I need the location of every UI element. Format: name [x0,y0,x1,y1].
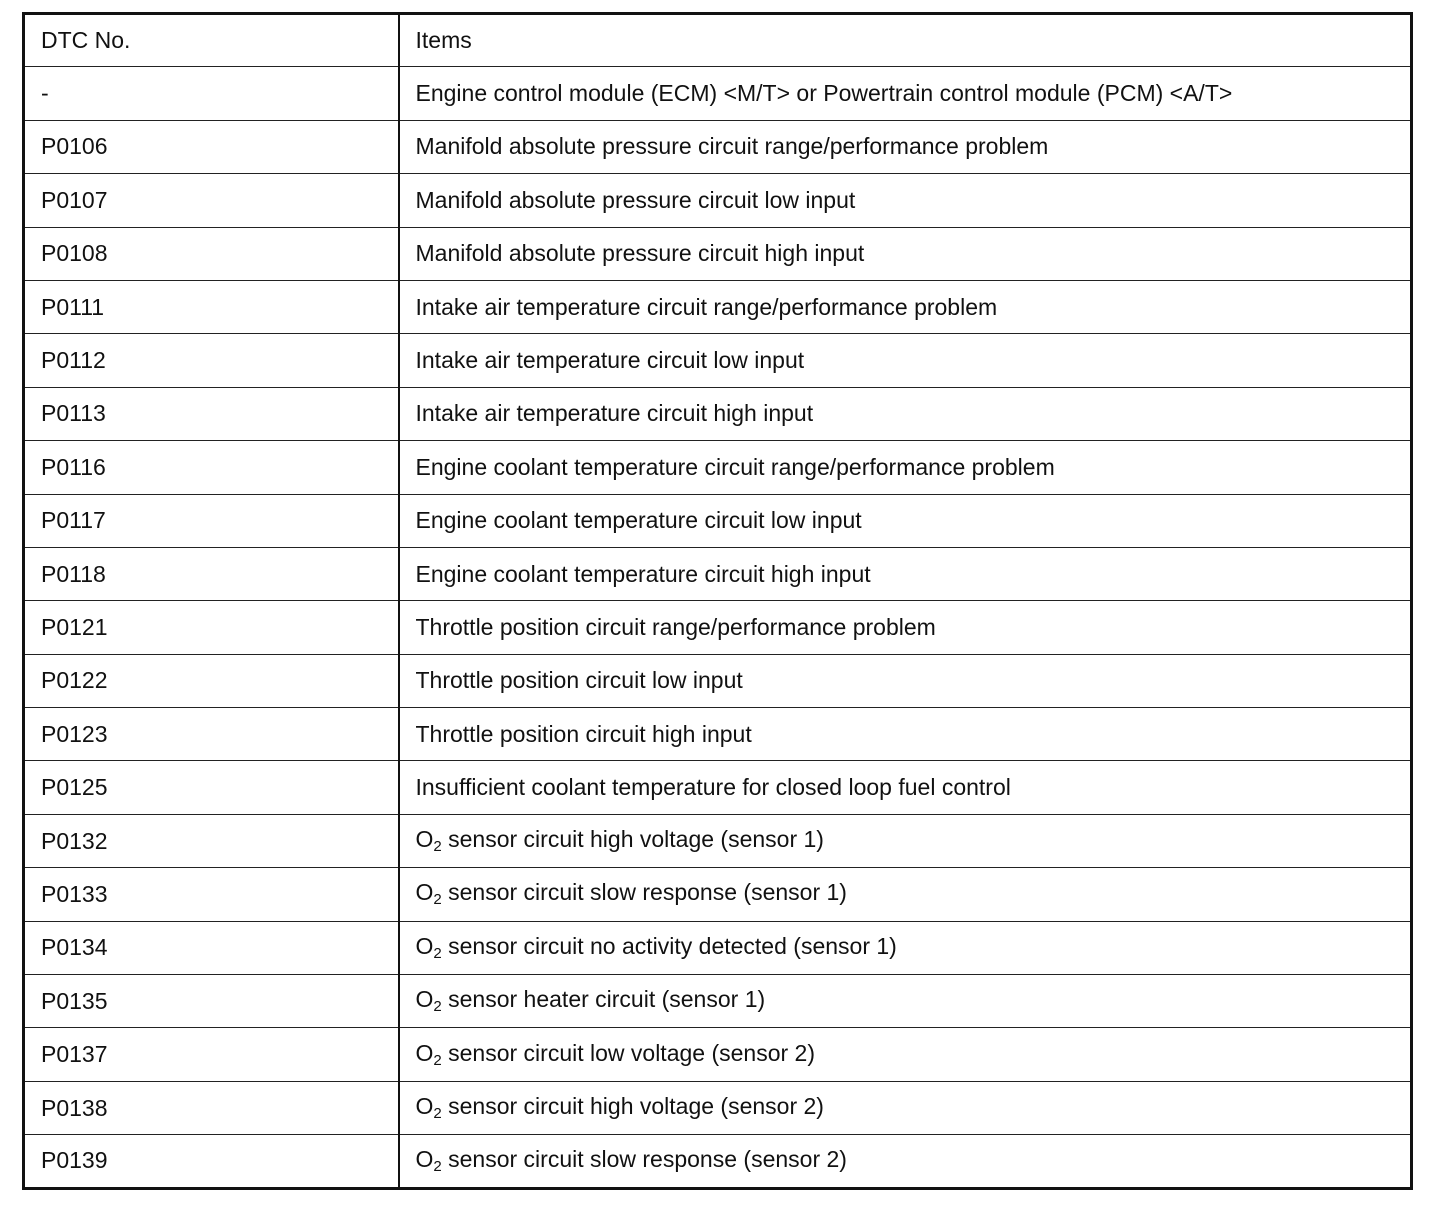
dtc-code-cell: P0106 [24,120,399,173]
dtc-code-cell: P0116 [24,441,399,494]
table-row [24,761,1412,814]
table-row [24,174,1412,227]
dtc-item-cell: Engine control module (ECM) <M/T> or Powertrain control module (PCM) <A/T> [399,67,1412,120]
o2-subscript: 2 [433,1105,442,1122]
dtc-item-cell: Intake air temperature circuit low input [399,334,1412,387]
o2-symbol: O [415,932,434,959]
table-row [24,708,1412,761]
o2-symbol: O [415,879,434,906]
dtc-item-cell [399,814,1412,867]
dtc-table [22,12,1413,1190]
dtc-item-cell: Manifold absolute pressure circuit high input [399,227,1412,280]
dtc-item-cell [399,975,1412,1028]
o2-subscript: 2 [433,944,442,962]
dtc-code-cell: P0118 [24,547,399,600]
table-row [24,67,1412,120]
table-row [24,547,1412,600]
o2-subscript: 2 [433,838,442,856]
o2-subscript: 2 [433,1051,442,1069]
table-row [24,120,1412,173]
dtc-code-cell: P0117 [24,494,399,547]
table-row [24,1081,1412,1134]
dtc-item-cell: Manifold absolute pressure circuit range/performance problem [399,120,1412,173]
table-row [24,334,1412,387]
dtc-code-cell: P0122 [24,654,399,707]
table-row [24,975,1412,1028]
o2-symbol: O [415,1093,434,1119]
dtc-code-cell: P0108 [24,227,399,280]
dtc-item-cell: Throttle position circuit range/performance problem [399,601,1412,654]
dtc-code-cell: P0123 [24,708,399,761]
o2-symbol: O [415,1145,434,1172]
dtc-code-cell: P0112 [24,334,399,387]
header-items: Items [399,14,1412,67]
item-text: sensor circuit no activity detected (sensor 1) [441,932,897,959]
o2-subscript: 2 [433,998,442,1016]
dtc-item-cell [399,1081,1412,1134]
table-row [24,814,1412,867]
dtc-code-cell: P0134 [24,921,399,974]
dtc-item-cell [399,868,1412,921]
dtc-code-cell: P0132 [24,814,399,867]
table-row [24,921,1412,974]
table-row [24,1028,1412,1081]
dtc-code-cell: P0111 [24,280,399,333]
dtc-code-cell: - [24,67,399,120]
dtc-item-cell: Intake air temperature circuit range/performance problem [399,280,1412,333]
dtc-code-cell: P0138 [24,1081,399,1134]
dtc-code-cell: P0107 [24,174,399,227]
dtc-code-cell: P0137 [24,1028,399,1081]
o2-symbol: O [415,826,434,853]
dtc-code-cell: P0139 [24,1135,399,1188]
table-row [24,654,1412,707]
o2-subscript: 2 [433,891,442,909]
header-dtc-no: DTC No. [24,14,399,67]
o2-subscript: 2 [433,1157,442,1175]
dtc-table-body [24,14,1412,1189]
dtc-item-cell: Engine coolant temperature circuit range/performance problem [399,441,1412,494]
o2-symbol: O [415,1039,434,1066]
dtc-item-cell: Insufficient coolant temperature for closed loop fuel control [399,761,1412,814]
dtc-code-cell: P0125 [24,761,399,814]
dtc-item-cell [399,921,1412,974]
dtc-code-cell: P0121 [24,601,399,654]
table-row [24,868,1412,921]
item-text: sensor circuit high voltage (sensor 2) [441,1093,824,1119]
table-row [24,441,1412,494]
dtc-item-cell [399,1028,1412,1081]
table-row [24,1135,1412,1188]
dtc-item-cell: Engine coolant temperature circuit high input [399,547,1412,600]
dtc-item-cell: Engine coolant temperature circuit low input [399,494,1412,547]
dtc-code-cell: P0133 [24,868,399,921]
dtc-item-cell: Throttle position circuit high input [399,708,1412,761]
table-row [24,280,1412,333]
dtc-code-cell: P0135 [24,975,399,1028]
dtc-item-cell: Manifold absolute pressure circuit low input [399,174,1412,227]
o2-symbol: O [415,986,434,1013]
table-row [24,227,1412,280]
table-row [24,387,1412,440]
item-text: sensor circuit slow response (sensor 1) [441,879,847,906]
item-text: sensor circuit slow response (sensor 2) [441,1145,847,1172]
item-text: sensor circuit low voltage (sensor 2) [441,1039,815,1066]
dtc-item-cell: Throttle position circuit low input [399,654,1412,707]
dtc-code-cell: P0113 [24,387,399,440]
table-row [24,494,1412,547]
header-row [24,14,1412,67]
dtc-item-cell: Intake air temperature circuit high input [399,387,1412,440]
item-text: sensor circuit high voltage (sensor 1) [441,826,824,853]
dtc-item-cell [399,1135,1412,1188]
item-text: sensor heater circuit (sensor 1) [441,986,766,1013]
table-row [24,601,1412,654]
